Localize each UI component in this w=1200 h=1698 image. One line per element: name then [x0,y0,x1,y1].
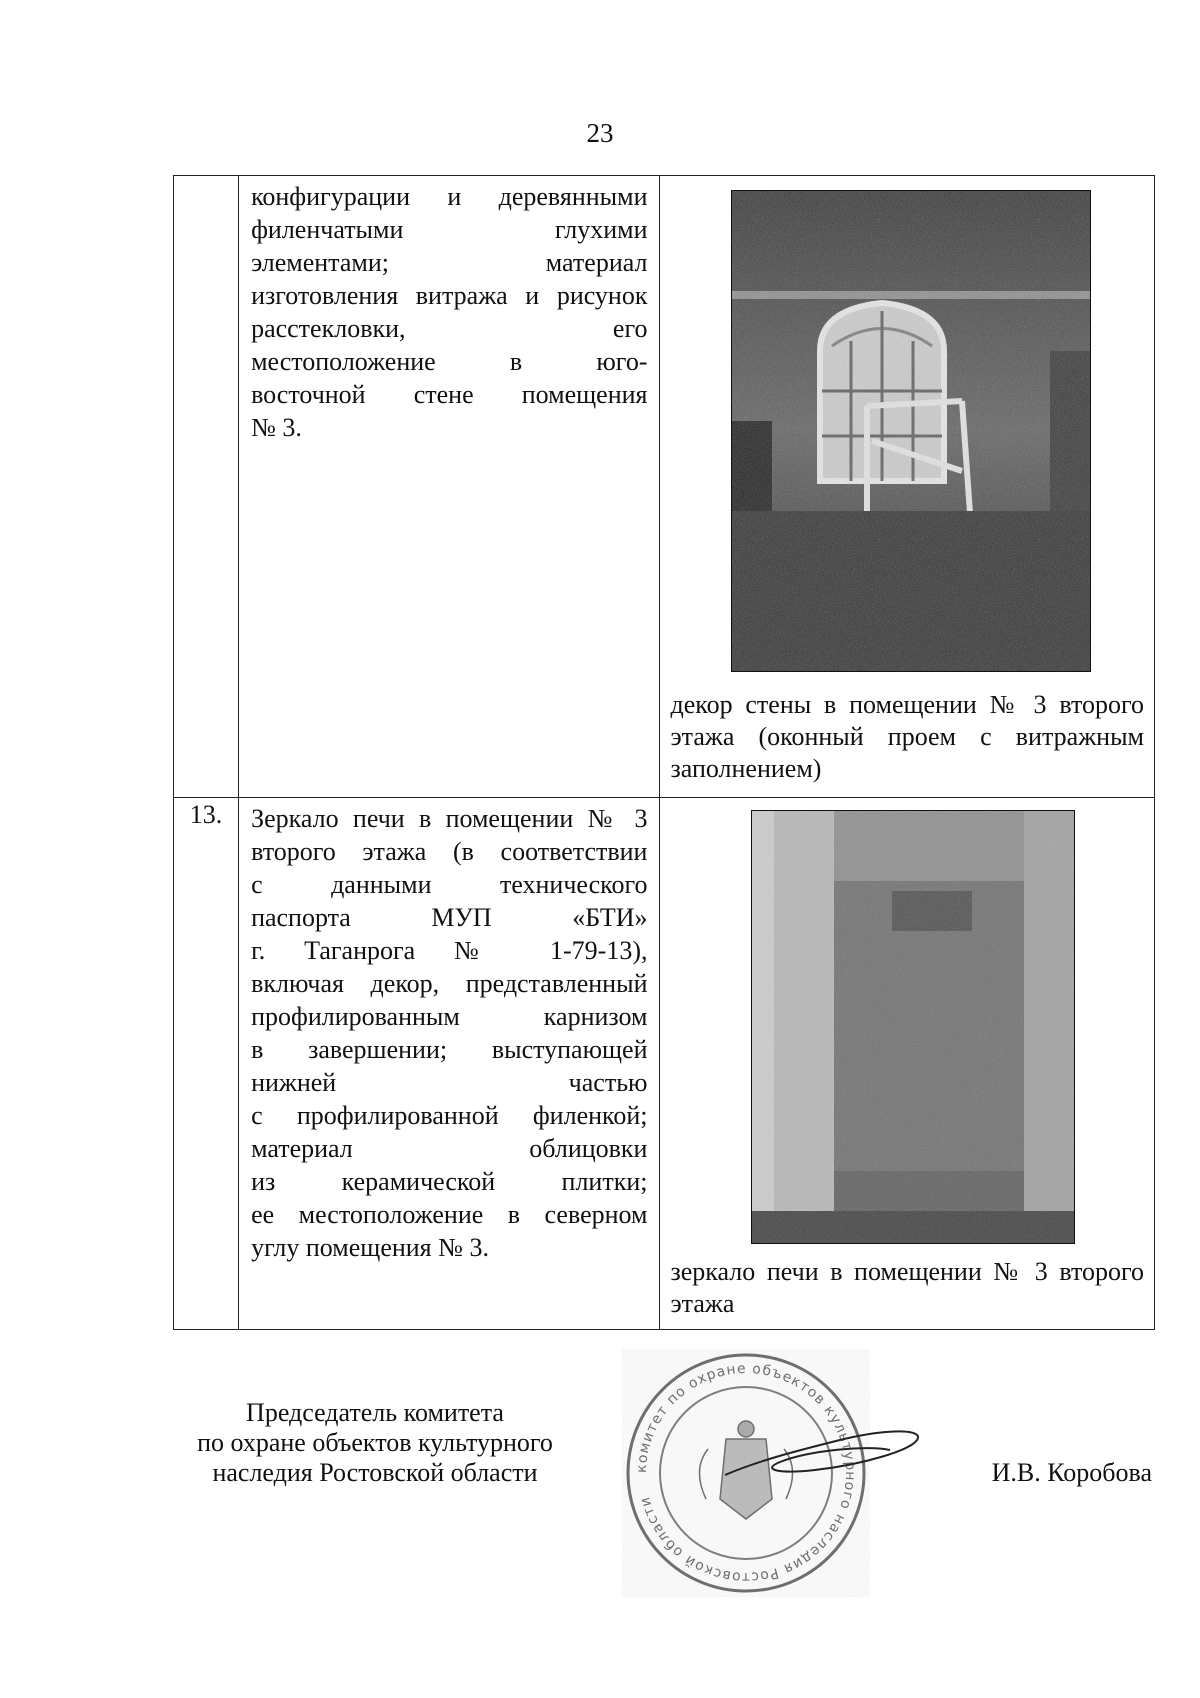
text-line: ее местоположение в северном [251,1200,648,1229]
stove-photo [751,810,1075,1244]
text-line: нижней частью [251,1068,648,1097]
text-line: углу помещения № 3. [251,1233,489,1262]
photo-caption: декор стены в помещении № 3 второго этажа (оконный проем с витражным заполнением) [670,690,1144,783]
text-line: изготовления витража и рисунок [251,281,648,310]
text-line: материал облицовки [251,1134,648,1163]
page-number: 23 [586,118,614,148]
text-line: с данными технического [251,870,648,899]
stove-photo-image [752,811,1074,1243]
text-line: Зеркало печи в помещении № 3 [251,804,648,833]
signatory-title-line: наследия Ростовской области [212,1458,538,1487]
handwritten-signature [720,1420,930,1500]
table-row [174,176,1155,798]
text-line: № 3. [251,413,302,442]
signatory-name: И.В. Коробова [991,1458,1152,1487]
photo-cell [660,798,1155,1330]
text-line: расстекловки, его [251,314,648,343]
photo-cell [660,176,1155,798]
row-number: 13. [174,798,239,1330]
row-number [174,176,239,798]
table-row [174,798,1155,1330]
objects-table [173,175,1155,1330]
text-line: включая декор, представленный [251,969,648,998]
signatory-title [175,1398,575,1488]
text-line: филенчатыми глухими [251,215,648,244]
object-description [239,176,660,798]
signatory-title-line: Председатель комитета [246,1398,504,1427]
text-line: второго этажа (в соответствии [251,837,648,866]
text-line: в завершении; выступающей [251,1035,648,1064]
window-photo [731,190,1091,672]
text-line: элементами; материал [251,248,648,277]
signatory-title-line: по охране объектов культурного [197,1428,553,1457]
window-photo-image [732,191,1090,671]
text-line: профилированным карнизом [251,1002,648,1031]
text-line: г. Таганрога № 1-79-13), [251,936,648,965]
text-line: восточной стене помещения [251,380,648,409]
text-line: конфигурации и деревянными [251,182,648,211]
object-description [239,798,660,1330]
text-line: паспорта МУП «БТИ» [251,903,648,932]
photo-caption: зеркало печи в помещении № 3 второго этажа [670,1257,1144,1318]
text-line: из керамической плитки; [251,1167,648,1196]
text-line: местоположение в юго- [251,347,648,376]
text-line: с профилированной филенкой; [251,1101,648,1130]
